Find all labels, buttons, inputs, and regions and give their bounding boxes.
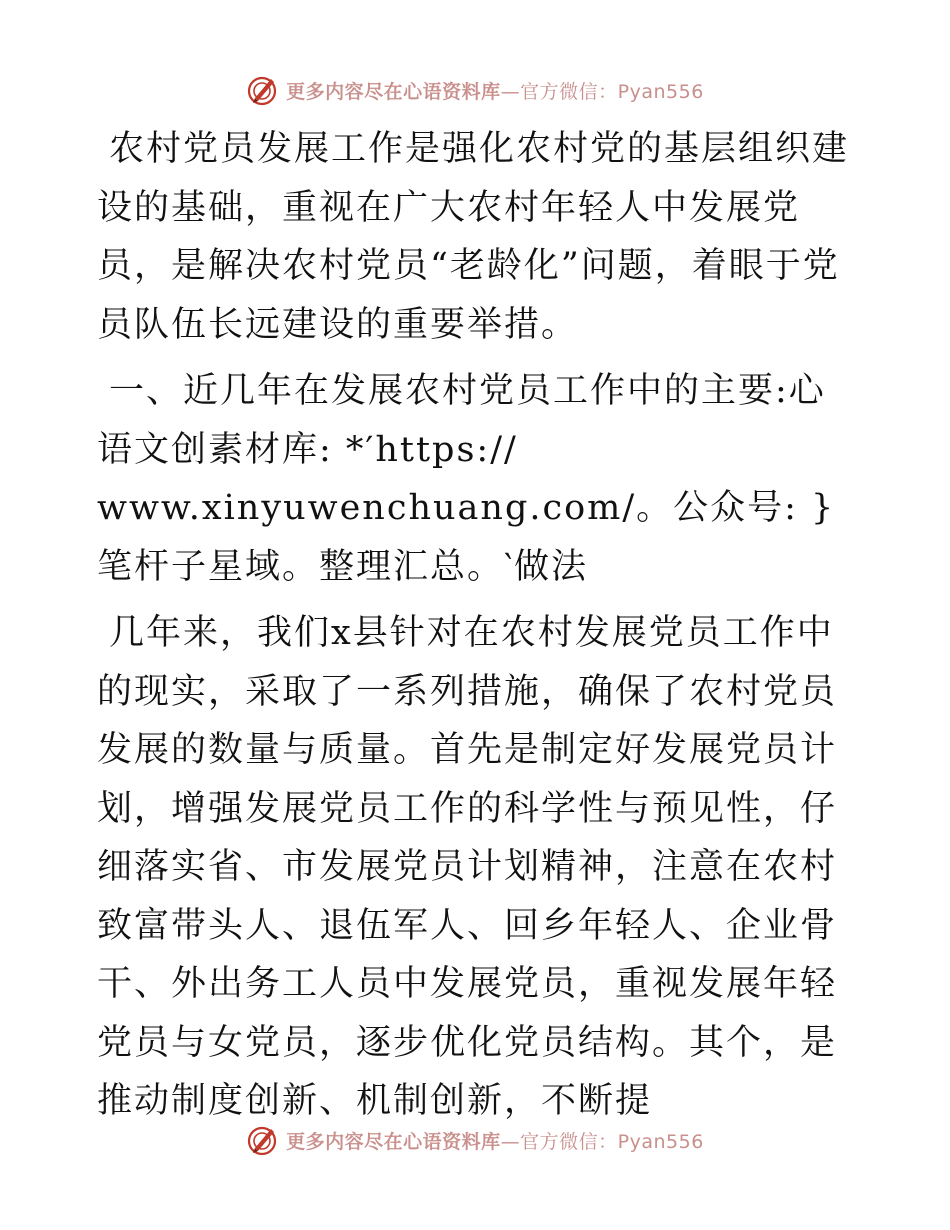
pen-logo-icon	[246, 1123, 280, 1157]
paragraph-body: 几年来，我们x县针对在农村发展党员工作中的现实，采取了一系列措施，确保了农村党员发展的数量与质量。首先是制定好发展党员计划，增强发展党员工作的科学性与预见性，仔细落实省、市发展党员计划精神，注意在农村致富带头人、退伍军人、回乡年轻人、企业骨干、外出务工人员中发展党员，重视发展年轻党员与女党员，逐步优化党员结构。其个，是推动制度创新、机制创新，不断提	[97, 613, 838, 1121]
paragraph-intro: 农村党员发展工作是强化农村党的基层组织建设的基础，重视在广大农村年轻人中发展党员，是解决农村党员“老龄化”问题，着眼于党员队伍长远建设的重要举措。	[97, 129, 850, 345]
footer-watermark-banner	[0, 1120, 950, 1160]
header-watermark-banner	[0, 70, 950, 110]
watermark-contact: 官方微信：Pyan556	[520, 80, 704, 103]
pen-logo-icon	[246, 73, 280, 107]
watermark-text	[286, 1127, 704, 1154]
watermark-main: 更多内容尽在心语资料库	[286, 80, 501, 103]
watermark-dash: —	[500, 80, 521, 103]
watermark-main: 更多内容尽在心语资料库	[286, 1130, 501, 1153]
paragraph-section-heading: 一、近几年在发展农村党员工作中的主要:心语文创素材库: *′https:// www.xinyuwenchuang.com/。公众号: }笔杆子星域。整理汇总。‵做法	[97, 371, 836, 587]
watermark-dash: —	[500, 1130, 521, 1153]
watermark-contact: 官方微信：Pyan556	[520, 1130, 704, 1153]
document-body	[97, 120, 857, 1131]
watermark-text	[286, 77, 704, 104]
